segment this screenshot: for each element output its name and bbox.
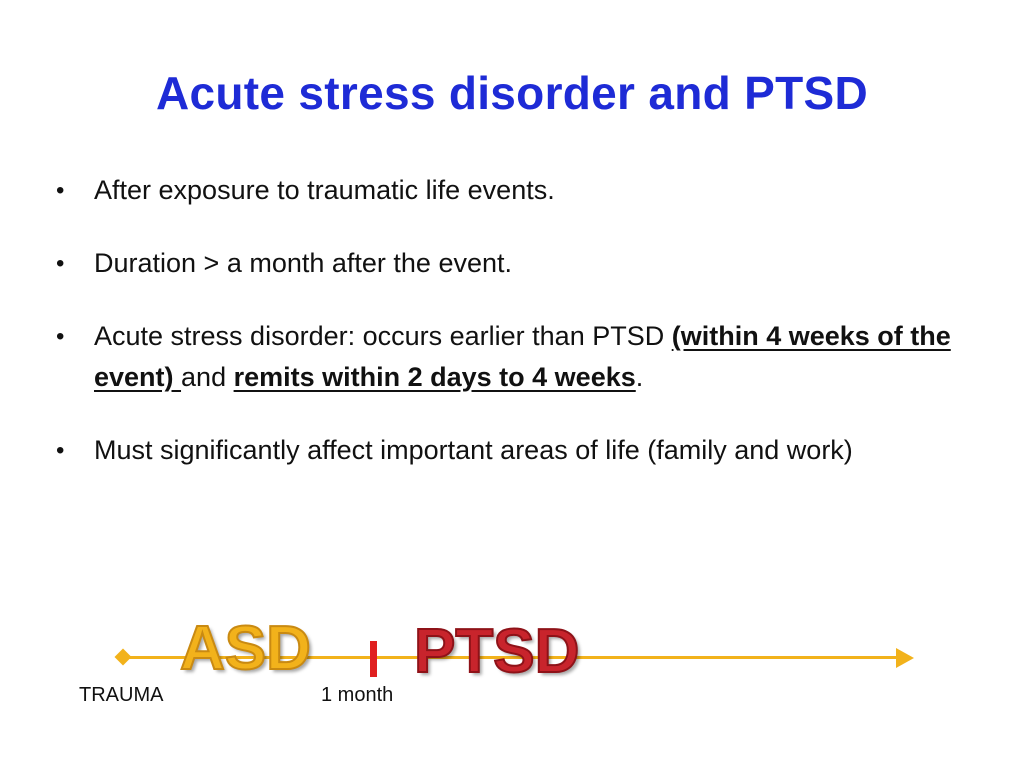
bullet-dot-icon: • bbox=[56, 250, 65, 277]
trauma-label: TRAUMA bbox=[79, 684, 164, 706]
bullet-dot-icon: • bbox=[56, 177, 65, 204]
ptsd-label: PTSD bbox=[414, 617, 580, 686]
one-month-label: 1 month bbox=[321, 684, 394, 706]
bullet-dot-icon: • bbox=[56, 323, 65, 350]
emphasis-text: remits within 2 days to 4 weeks bbox=[233, 362, 636, 392]
slide-title: Acute stress disorder and PTSD bbox=[156, 67, 868, 119]
bullet-dot-icon: • bbox=[56, 437, 65, 464]
bullet-text: and bbox=[181, 362, 234, 392]
emphasis-text: (within 4 weeks of the event) bbox=[94, 321, 951, 392]
arrow-right-icon bbox=[896, 648, 914, 668]
one-month-marker bbox=[370, 641, 377, 677]
bullet-text: Must significantly affect important areas of life (family and work) bbox=[94, 435, 853, 465]
bullet-text: . bbox=[635, 362, 644, 392]
bullet-text: Duration > a month after the event. bbox=[94, 248, 512, 278]
bullet-text: Acute stress disorder: occurs earlier than PTSD bbox=[94, 321, 672, 351]
bullet-text: After exposure to traumatic life events. bbox=[94, 175, 555, 205]
diamond-start-icon bbox=[115, 649, 132, 666]
asd-label: ASD bbox=[180, 614, 311, 683]
